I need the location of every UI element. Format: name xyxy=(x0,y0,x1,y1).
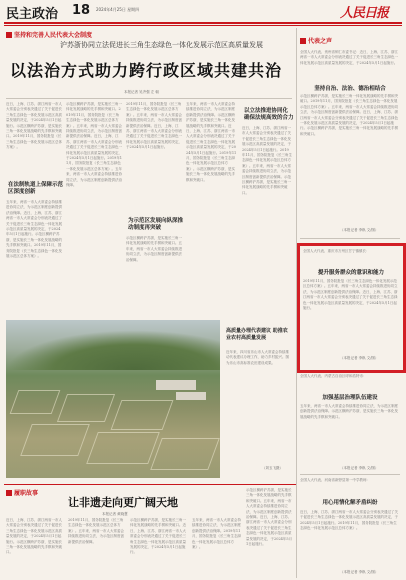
right-item4-title: 用心用情化解矛盾纠纷 xyxy=(322,500,378,506)
bottom-byline: 本报记者 黄晓慧 xyxy=(102,512,128,516)
bottom-body-col2: 2019年11月，国务院批复《长三角生态绿色一体化发展示范区总体方案》。五年来，两省一市人大常委会持续推进协同立法，为示范区制度创新提供法治保障。 xyxy=(68,518,124,544)
lead-body-col3b: 示范区横跨沪苏浙，是实施长三角一体化发展战略的先手棋和突破口。五年来，两省一市人大常委会持续推进协同立法，为示范区制度创新提供法治保障。 xyxy=(126,236,182,262)
lead-tag: 坚持和完善人民代表大会制度 xyxy=(6,30,92,39)
tag-square-icon xyxy=(300,38,306,44)
lead-body-col1b: 五年来，两省一市人大常委会持续推进协同立法，为示范区制度创新提供法治保障。近日，上海、江苏、浙江两省一市人大常委会分别表决通过了关于促进长三角生态绿色一体化发展示范区高质量发展的决定，于2024年5月1日起施行。示范区横跨沪苏浙，是实施长三角一体化发展战略的先手棋和突破口。2019年11月，国务院批复《长三角生态绿色一体化发展示范区总体方案》。 xyxy=(6,200,62,259)
right-item1-body: 示范区横跨沪苏浙，是实施长三角一体化发展战略的先手棋和突破口。2019年11月，国务院批复《长三角生态绿色一体化发展示范区总体方案》。五年来，两省一市人大常委会持续推进协同立法，为示范区制度创新提供法治保障。近日，上海、江苏、浙江两省一市人大常委会分别表决通过了关于促进长三角生态绿色一体化发展示范区高质量发展的决定，于2024年5月1日起施行。示范区横跨沪苏浙，是实施长三角一体化发展战略的先手棋和突破口。 xyxy=(300,94,398,136)
photo-credit: （刘玉飞摄） xyxy=(262,466,283,470)
right-item3-title: 加强基层治理队伍建设 xyxy=(322,395,378,401)
page-number: 18 xyxy=(72,3,91,18)
bottom-body-col1: 近日，上海、江苏、浙江两省一市人大常委会分别表决通过了关于促进长三角生态绿色一体化发展示范区高质量发展的决定，于2024年5月1日起施行。示范区横跨沪苏浙，是实施长三角一体化发展战略的先手棋和突破口。 xyxy=(6,518,62,555)
lead-section-head-3: 以立法推进协同化 确保法规高效的合力 xyxy=(244,108,294,121)
right-item1-note: （本报记者 李纵 文/图） xyxy=(340,228,379,232)
lead-section-head-2: 为示范区发展向纵深推动制度再突破 xyxy=(128,218,184,231)
right-item3-body: 五年来，两省一市人大常委会持续推进协同立法，为示范区制度创新提供法治保障。示范区横跨沪苏浙，是实施长三角一体化发展战略的先手棋和突破口。 xyxy=(300,404,398,419)
right-item4-note: （本报记者 李纵 文/图） xyxy=(340,570,379,574)
right-item2-title: 提升服务群众的意识和能力 xyxy=(317,270,384,276)
tag-square-icon xyxy=(6,490,12,496)
lead-body-col2: 示范区横跨沪苏浙，是实施长三角一体化发展战略的先手棋和突破口。2019年11月，国务院批复《长三角生态绿色一体化发展示范区总体方案》。五年来，两省一市人大常委会持续推进协同立法，为示范区制度创新提供法治保障。近日，上海、江苏、浙江两省一市人大常委会分别表决通过了关于促进长三角生态绿色一体化发展示范区高质量发展的决定，于2024年5月1日起施行。2019年11月，国务院批复《长三角生态绿色一体化发展示范区总体方案》。五年来，两省一市人大常委会持续推进协同立法，为示范区制度创新提供法治保障。 xyxy=(66,102,122,188)
divider xyxy=(300,238,400,239)
issue-date: 2024年4月25日 星期四 xyxy=(96,7,140,12)
bottom-headline: 让非遗走向更广阔天地 xyxy=(68,496,178,509)
divider xyxy=(300,474,400,475)
photo-caption-title: 高质量办理代表建议 助推农业农村高质量发展 xyxy=(226,328,288,341)
right-item3-note: （本报记者 李纵 文/图） xyxy=(340,466,379,470)
right-item2-intro: 全国人大代表、重庆市万州区甘宁镇镇长： xyxy=(303,249,370,253)
section-title: 民主政治 xyxy=(6,7,59,22)
lead-body-col1: 近日，上海、江苏、浙江两省一市人大常委会分别表决通过了关于促进长三角生态绿色一体化发展示范区高质量发展的决定，于2024年5月1日起施行。示范区横跨沪苏浙，是实施长三角一体化发展战略的先手棋和突破口。2019年11月，国务院批复《长三角生态绿色一体化发展示范区总体方案》。 xyxy=(6,102,62,150)
right-item1-intro: 全国人大代表、贵州省铜仁市委书记：近日，上海、江苏、浙江两省一市人大常委会分别表决通过了关于促进长三角生态绿色一体化发展示范区高质量发展的决定，于2024年5月1日起施行。 xyxy=(300,50,398,65)
bottom-body-col4: 五年来，两省一市人大常委会持续推进协同立法，为示范区制度创新提供法治保障。2019年11月，国务院批复《长三角生态绿色一体化发展示范区总体方案》。 xyxy=(192,518,241,550)
bottom-body-col3: 示范区横跨沪苏浙，是实施长三角一体化发展战略的先手棋和突破口。近日，上海、江苏、浙江两省一市人大常委会分别表决通过了关于促进长三角生态绿色一体化发展示范区高质量发展的决定，于2024年5月1日起施行。 xyxy=(130,518,186,555)
right-item1-title: 坚持自治、法治、德治相结合 xyxy=(314,86,386,92)
lead-section-head-1: 在法制轨道上保障示范区深度创新 xyxy=(8,182,64,195)
right-item4-body: 近日，上海、江苏、浙江两省一市人大常委会分别表决通过了关于促进长三角生态绿色一体化发展示范区高质量发展的决定，于2024年5月1日起施行。2019年11月，国务院批复《长三角生态绿色一体化发展示范区总体方案》。 xyxy=(300,510,398,531)
masthead-rule xyxy=(4,22,402,24)
right-item2-body: 2019年11月，国务院批复《长三角生态绿色一体化发展示范区总体方案》。五年来，两省一市人大常委会持续推进协同立法，为示范区制度创新提供法治保障。近日，上海、江苏、浙江两省一市人大常委会分别表决通过了关于促进长三角生态绿色一体化发展示范区高质量发展的决定，于2024年5月1日起施行。 xyxy=(303,279,398,311)
divider xyxy=(4,484,296,485)
lead-body-col3: 2019年11月，国务院批复《长三角生态绿色一体化发展示范区总体方案》。五年来，两省一市人大常委会持续推进协同立法，为示范区制度创新提供法治保障。近日，上海、江苏、浙江两省一市人大常委会分别表决通过了关于促进长三角生态绿色一体化发展示范区高质量发展的决定，于2024年5月1日起施行。 xyxy=(126,102,182,150)
right-item3-intro: 全国人大代表、内蒙古自治区呼和浩特市： xyxy=(300,374,367,378)
right-item2-note: （本报记者 李纵 文/图） xyxy=(340,356,379,360)
lead-body-col4: 五年来，两省一市人大常委会持续推进协同立法，为示范区制度创新提供法治保障。示范区横跨沪苏浙，是实施长三角一体化发展战略的先手棋和突破口。近日，上海、江苏、浙江两省一市人大常委会分别表决通过了关于促进长三角生态绿色一体化发展示范区高质量发展的决定，于2024年5月1日起施行。2019年11月，国务院批复《长三角生态绿色一体化发展示范区总体方案》。示范区横跨沪苏浙，是实施长三角一体化发展战略的先手棋和突破口。 xyxy=(186,102,237,182)
lead-subhead: 沪苏浙协同立法促进长三角生态绿色一体化发展示范区高质量发展 xyxy=(60,41,263,49)
right-item4-intro: 全国人大代表、河南省新野县第一中学教师： xyxy=(300,478,370,482)
bottom-body-col5: 示范区横跨沪苏浙，是实施长三角一体化发展战略的先手棋和突破口。五年来，两省一市人大常委会持续推进协同立法，为示范区制度创新提供法治保障。近日，上海、江苏、浙江两省一市人大常委会分别表决通过了关于促进长三角生态绿色一体化发展示范区高质量发展的决定，于2024年5月1日起施行。 xyxy=(246,488,293,547)
right-tag: 代表之声 xyxy=(300,36,332,45)
masthead-rule-thin xyxy=(4,25,402,26)
divider xyxy=(6,98,292,99)
newspaper-logo: 人民日报 xyxy=(340,6,389,21)
tag-square-icon xyxy=(6,32,12,38)
lead-headline: 以法治方式助力跨行政区域共建共治 xyxy=(10,61,283,80)
lead-byline: 本报记者 吴齐强 左 朝 xyxy=(124,90,159,94)
bottom-tag: 履职故事 xyxy=(6,488,38,497)
farmland-photo xyxy=(6,320,220,478)
photo-caption-text: 近年来，四川省乐山市人大常委会持续推动代表建议办理工作，助力乡村振兴。图为乐山市高标准农田建设成果。 xyxy=(226,350,289,365)
lead-body-col5: 近日，上海、江苏、浙江两省一市人大常委会分别表决通过了关于促进长三角生态绿色一体化发展示范区高质量发展的决定，于2024年5月1日起施行。2019年11月，国务院批复《长三角生态绿色一体化发展示范区总体方案》。五年来，两省一市人大常委会持续推进协同立法，为示范区制度创新提供法治保障。示范区横跨沪苏浙，是实施长三角一体化发展战略的先手棋和突破口。 xyxy=(242,126,292,195)
